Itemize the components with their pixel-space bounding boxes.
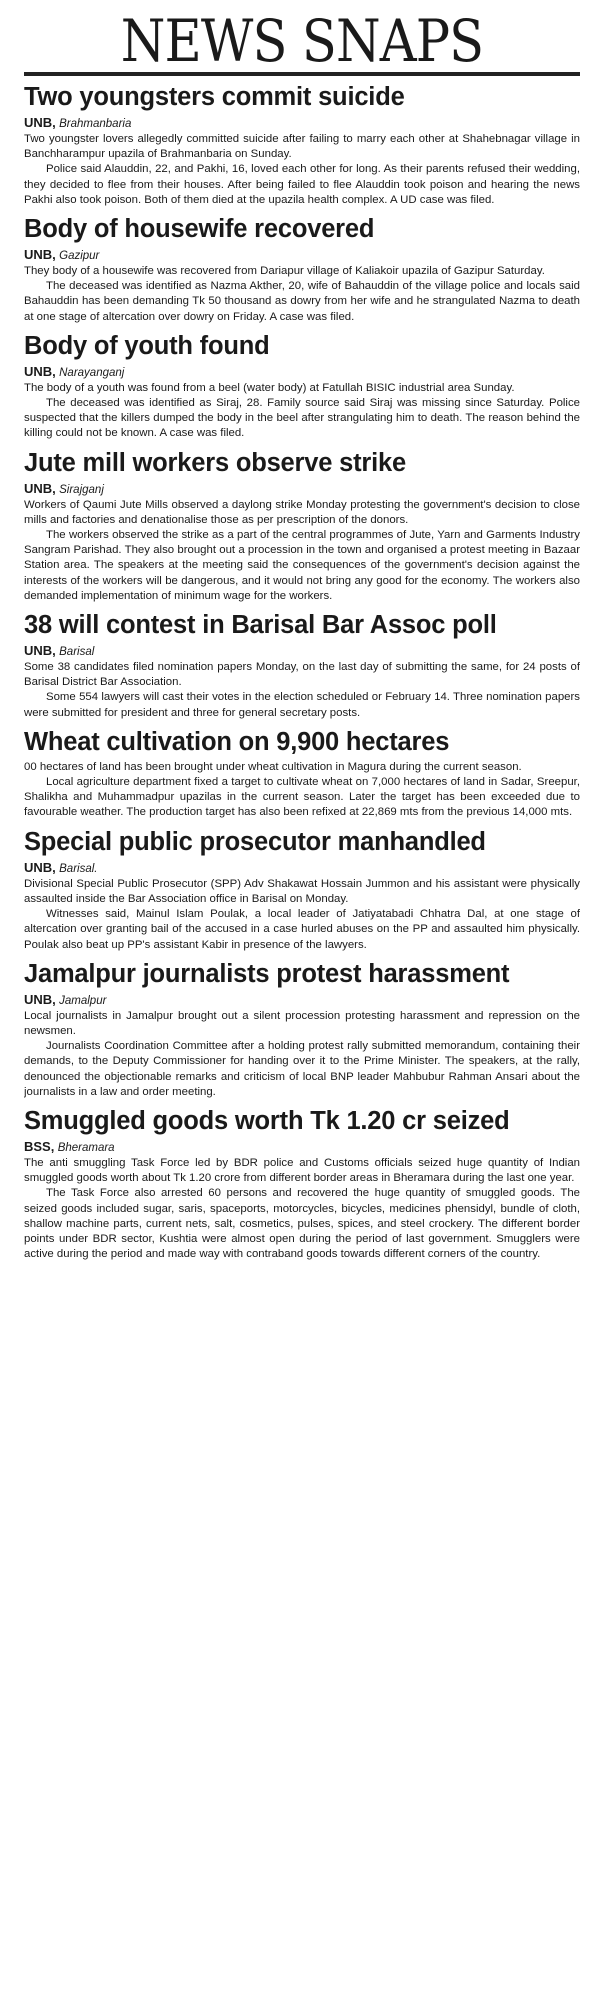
story-paragraph: Some 554 lawyers will cast their votes in the election scheduled or February 14. Three nomination papers were submitted for president and three for general secretary posts. [24,691,580,719]
story-barisal-bar [24,610,580,721]
dateline-agency: UNB, [24,247,56,263]
dateline-place: Brahmanbaria [59,118,132,130]
dateline-place: Barisal. [59,862,98,875]
story-paragraph: Local agriculture department fixed a target to cultivate wheat on 7,000 hectares of land in Sadar, Sreepur, Shalikha and Muhammadpur upazilas in the current season. Later the target has been exceeded due to favourable weather. The production target has also been refixed at 22,869 mts from the previous 14,000 mts. [24,776,580,819]
dateline-place: Jamalpur [59,994,107,1007]
dateline-agency: BSS, [24,1138,55,1154]
story-dateline [24,115,580,132]
story-headline: Wheat cultivation on 9,900 hectares [24,727,450,756]
story-dateline [24,643,580,660]
masthead-title: NEWS SNAPS [120,8,484,75]
story-prosecutor [24,827,580,953]
story-paragraph: Police said Alauddin, 22, and Pakhi, 16, loved each other for long. As their parents refused their wedding, they decided to flee from their houses. After being failed to flee Alauddin took poison and hearing the news Pakhi also took poison. Both of them died at the upazila health complex. A UD case was filed. [24,163,580,206]
story-smuggled-goods [24,1106,580,1262]
story-paragraph: The deceased was identified as Siraj, 28. Family source said Siraj was missing since Saturday. Police suspected that the killers dumped the body in the beel after strangulating him to death. The reason behind the killing could not be known. A case was filed. [24,397,580,440]
dateline-place: Gazipur [59,250,100,263]
story-paragraph: The deceased was identified as Nazma Akther, 20, wife of Bahauddin of the village police and locals said Bahauddin has been demanding Tk 50 thousand as dowry from her wife and he strangulated Nazma to death at one stage of altercation over dowry on Friday. A case was filed. [24,280,580,323]
story-paragraph: Journalists Coordination Committee after a holding protest rally submitted memorandum, containing their demands, to the Deputy Commissioner for handing over it to the Prime Minister. The speakers, at the rally, denounced the objectionable remarks and criticism of local BNP leader Mahbubur Rahman Ansari about the journalists in a law and order meeting. [24,1040,580,1098]
story-headline: Body of housewife recovered [24,215,375,244]
dateline-agency: UNB, [24,991,56,1007]
story-paragraph: They body of a housewife was recovered from Dariapur village of Kaliakoir upazila of Gazipur Saturday. [24,265,545,278]
story-paragraph: Workers of Qaumi Jute Mills observed a daylong strike Monday protesting the government's decision to close mills and factories and denationalise those as per prescription of the donors. [24,498,580,526]
dateline-place: Narayanganj [59,366,125,379]
story-dateline [24,247,580,264]
story-wheat [24,727,580,821]
story-dateline [24,860,580,877]
story-paragraph: Local journalists in Jamalpur brought out a silent procession protesting harassment and repression on the newsmen. [24,1009,580,1037]
story-paragraph: The body of a youth was found from a beel (water body) at Fatullah BISIC industrial area Sunday. [24,381,515,394]
story-jute-strike [24,448,580,604]
story-dateline [24,992,580,1009]
dateline-place: Bheramara [57,1141,115,1154]
story-journalists [24,959,580,1100]
story-dateline [24,364,580,381]
story-paragraph: The anti smuggling Task Force led by BDR police and Customs officials seized huge quantity of Indian smuggled goods worth about Tk 1.20 crore from different border areas in Bheramara during the last one year. [24,1156,580,1185]
story-paragraph: 00 hectares of land has been brought under wheat cultivation in Magura during the current season. [24,760,522,773]
dateline-agency: UNB, [24,643,56,659]
story-dateline [24,1139,580,1156]
dateline-place: Sirajganj [59,483,104,496]
story-headline: Special public prosecutor manhandled [24,827,486,856]
story-paragraph: Divisional Special Public Prosecutor (SPP) Adv Shakawat Hossain Jummon and his assistant were physically assaulted inside the Bar Association office in Barisal on Monday. [24,877,580,905]
story-dateline [24,481,580,498]
story-paragraph: The workers observed the strike as a part of the central programmes of Jute, Yarn and Garments Industry Sangram Parishad. They also brought out a procession in the town and organised a protest meeting in Bazaar Station area. The speakers at the meeting said the consequences of the government's decision against the interests of the workers will be dangerous, and it would not bring any good for the economy. The workers also demanded implementation of minimum wage for the workers. [24,529,580,602]
story-headline: Jute mill workers observe strike [24,448,406,477]
story-headline: 38 will contest in Barisal Bar Assoc poll [24,611,497,640]
story-housewife [24,214,580,325]
dateline-agency: UNB, [24,859,56,875]
story-paragraph: The Task Force also arrested 60 persons and recovered the huge quantity of smuggled goods. The seized goods included sugar, saris, spaceports, motorcycles, bicycles, medicines phensidyl, bundle of cloth, shallow machine parts, current nets, salt, cosmetics, pulses, spices, and steel crockery. The different border points under BDR sector, Kushtia were almost open during the period of last government. Smugglers were active during the period and made way with contraband goods towards different corners of the country. [24,1187,580,1261]
story-headline: Jamalpur journalists protest harassment [24,959,510,988]
story-paragraph: Some 38 candidates filed nomination papers Monday, on the last day of submitting the same, for 24 posts of Barisal District Bar Association. [24,661,580,689]
dateline-agency: UNB, [24,480,56,496]
story-youth [24,331,580,442]
story-paragraph: Two youngster lovers allegedly committed suicide after failing to marry each other at Shahebnagar village in Banchharampur upazila of Brahmanbaria on Sunday. [24,133,580,161]
dateline-place: Barisal [59,646,95,659]
story-headline: Body of youth found [24,331,270,360]
story-headline: Two youngsters commit suicide [24,83,405,111]
dateline-agency: UNB, [24,115,56,130]
dateline-agency: UNB, [24,363,56,379]
story-headline: Smuggled goods worth Tk 1.20 cr seized [24,1106,510,1135]
news-snaps-page [24,8,580,1986]
story-suicide [24,82,580,208]
story-paragraph: Witnesses said, Mainul Islam Poulak, a local leader of Jatiyatabadi Chhatra Dal, at one stage of altercation over granting bail of the accused in a case hurled abuses on the PP and assaulted him physically. Poulak also beat up PP's assistant Kabir in presence of the lawyers. [24,908,580,951]
